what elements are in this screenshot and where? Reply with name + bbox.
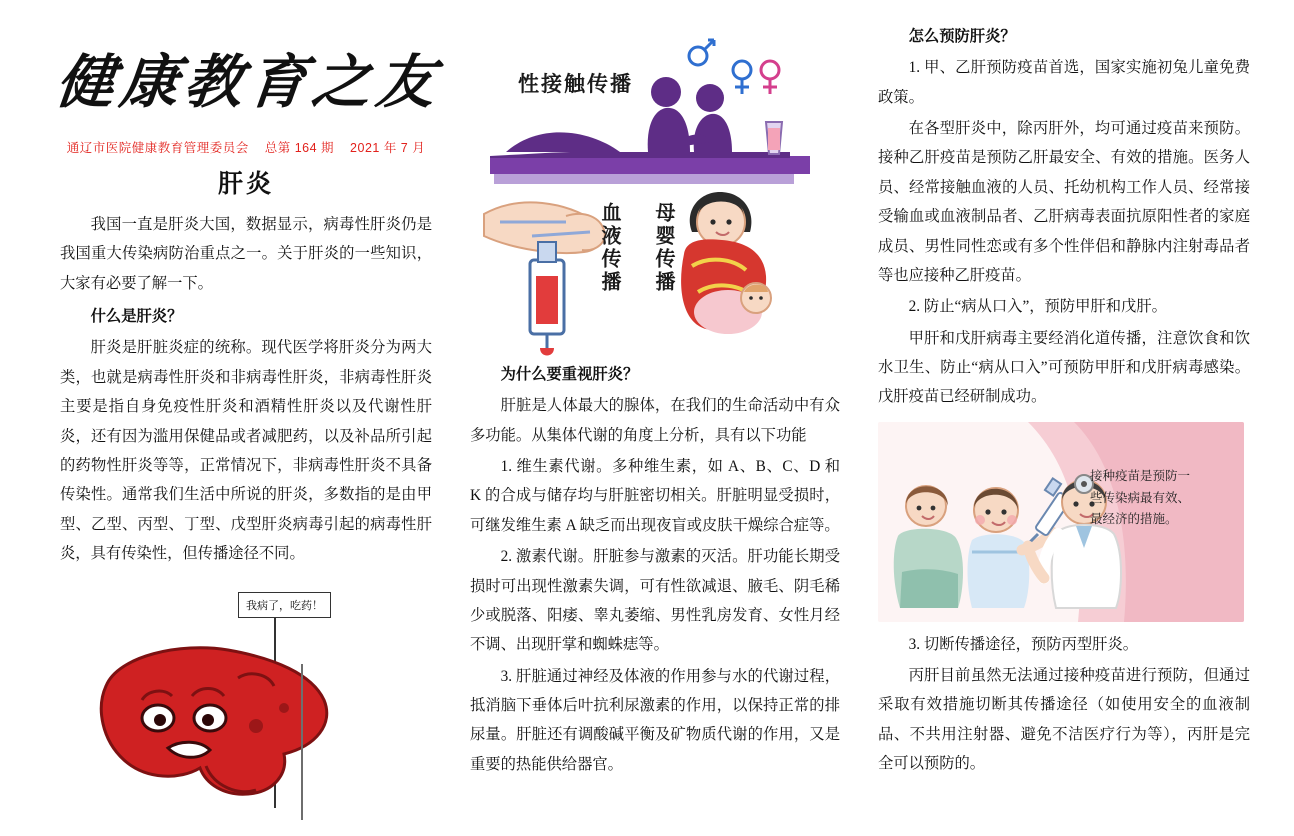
paragraph-function-2: 2. 激素代谢。肝脏参与激素的灭活。肝功能长期受损时可出现性激素失调，可有性欲减退、腋毛、阴毛稀少或脱落、阳痿、睾丸萎缩、男性乳房发育、女性月经不调、出现肝掌和蜘蛛痣等。 (470, 548, 840, 654)
column-left (52, 18, 445, 826)
sick-liver-icon (88, 634, 348, 824)
vaccine-caption (1090, 466, 1230, 532)
label-mother-child-transmission: 母婴传播 (652, 202, 676, 294)
vaccination-illustration (878, 422, 1244, 622)
paragraph-prevent-6: 丙肝目前虽然无法通过接种疫苗进行预防，但通过采取有效措施切断其传播途径（如使用安全的血液制品、不共用注射器、避免不洁医疗行为等），丙肝是完全可以预防的。 (878, 667, 1250, 773)
column-right (878, 18, 1250, 826)
paragraph-liver-functions-intro: 肝脏是人体最大的腺体，在我们的生命活动中有众多功能。从集体代谢的角度上分析，具有以下功能 (470, 397, 840, 444)
masthead-title: 健康教育之友 (52, 48, 445, 116)
paragraph-what-is-hepatitis: 肝炎是肝脏炎症的统称。现代医学将肝炎分为两大类，也就是病毒性肝炎和非病毒性肝炎，非病毒性肝炎主要是指自身免疫性肝炎和酒精性肝炎以及代谢性肝炎，还有因为滥用保健品或者减肥药，以及补品所引起的药物性肝炎等等，正常情况下，非病毒性肝炎不具备传染性。通常我们生活中所说的肝炎，多数指的是由甲型、乙型、丙型、丁型、戊型肝炎病毒引起的病毒性肝炎，具有传染性，但传播途径不同。 (60, 339, 432, 562)
issue-number: 总第 164 期 (264, 141, 335, 155)
paragraph-prevent-5: 3. 切断传播途径，预防丙型肝炎。 (908, 635, 1139, 653)
transmission-illustration (470, 26, 840, 356)
issuer-name: 通辽市医院健康教育管理委员会 (66, 141, 249, 155)
column-middle (470, 18, 840, 826)
vaccine-caption-line-1: 接种疫苗是预防一 (1090, 468, 1191, 483)
lead-paragraph: 我国一直是肝炎大国，数据显示，病毒性肝炎仍是我国重大传染病防治重点之一。关于肝炎的一些知识，大家有必要了解一下。 (60, 216, 432, 292)
issue-date: 2021 年 7 月 (350, 141, 426, 155)
paragraph-function-1: 1. 维生素代谢。多种维生素，如 A、B、C、D 和 K 的合成与储存均与肝脏密切相关。肝脏明显受损时，可继发维生素 A 缺乏而出现夜盲或皮肤干燥综合症等。 (470, 458, 840, 534)
paragraph-prevent-4: 甲肝和戊肝病毒主要经消化道传播，注意饮食和饮水卫生、防止“病从口入”可预防甲肝和戊肝病毒感染。戊肝疫苗已经研制成功。 (878, 329, 1250, 406)
label-blood-transmission: 血液传播 (598, 202, 622, 294)
heading-how-to-prevent: 怎么预防肝炎？ (908, 28, 1016, 45)
issue-line (60, 138, 432, 156)
liver-speech-bubble: 我病了，吃药！ (238, 592, 331, 618)
vaccine-caption-line-2: 些传染病最有效、 (1090, 490, 1191, 505)
masthead (52, 18, 445, 136)
paragraph-prevent-1: 1. 甲、乙肝预防疫苗首选，国家实施初兔儿童免费政策。 (878, 59, 1250, 106)
heading-what-is-hepatitis: 什么是肝炎？ (90, 308, 183, 326)
vaccine-caption-line-3: 最经济的措施。 (1090, 512, 1178, 527)
article-title: 肝炎 (217, 169, 274, 198)
label-sexual-transmission: 性接触传播 (518, 71, 633, 96)
liver-illustration (60, 582, 432, 832)
paragraph-prevent-2: 在各型肝炎中，除丙肝外，均可通过疫苗来预防。接种乙肝疫苗是预防乙肝最安全、有效的措施。医务人员、经常接触血液的人员、托幼机构工作人员、经常接受输血或血液制品者、乙肝病毒表面抗原阳性者的家庭成员、男性同性恋或有多个性伴侣和静脉内注射毒品者等也应接种乙肝疫苗。 (878, 120, 1250, 284)
paragraph-function-3: 3. 肝脏通过神经及体液的作用参与水的代谢过程，抵消脑下垂体后叶抗利尿激素的作用，以保持正常的排尿量。肝脏还有调酸碱平衡及矿物质代谢的作用，又是重要的热能供给器官。 (470, 667, 840, 773)
heading-why-attention: 为什么要重视肝炎？ (500, 366, 639, 383)
paragraph-prevent-3: 2. 防止“病从口入”，预防甲肝和戊肝。 (908, 298, 1167, 316)
